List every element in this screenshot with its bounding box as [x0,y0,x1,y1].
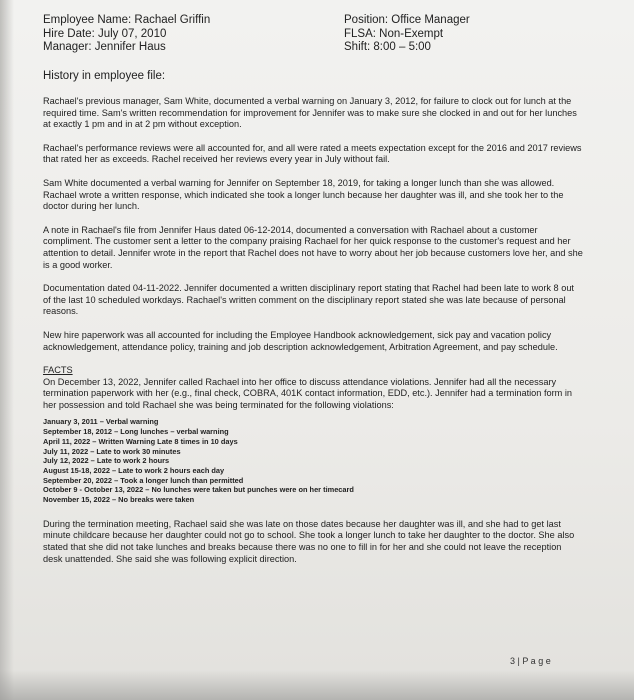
violations-list [43,417,583,504]
history-paragraph: Sam White documented a verbal warning for Jennifer on September 18, 2019, for taking a longer lunch than she was allowed. Rachael wrote a written response, which indicated she took a longer lunch because her daughter was ill, and she took her to the doctor during her lunch. [43,177,564,212]
history-paragraph: Rachael's previous manager, Sam White, documented a verbal warning on January 3, 2012, for failure to clock out for lunch at the required time. Sam's written recommendation for improvement for Jennifer was to make sure she clocked in and out for her lunches at exactly 1 pm and in at 2 pm without exception. [43,96,577,130]
history-paragraph: Documentation dated 04-11-2022. Jennifer documented a written disciplinary report stating that Rachel had been late to work 8 out of the last 10 scheduled workdays. Rachael's written comment on the disciplinary report stated she was late because of personal reasons. [43,283,574,317]
history-paragraph: New hire paperwork was all accounted for including the Employee Handbook acknowledgement, sick pay and vacation policy acknowledgement, attendance policy, training and job description acknowledgement, Arbitration Agreement, and pay schedule. [43,329,558,352]
violation-item: July 11, 2022 – Late to work 30 minutes [43,446,181,456]
facts-paragraph: On December 13, 2022, Jennifer called Rachael into her office to discuss attendance violations. Jennifer had all the necessary termination paperwork with her (e.g., final check, COBRA, 401K contact information, EDD, etc.). Jennifer had a termination form in her possession and told Rachael she was being terminated for the following violations: [43,376,573,410]
facts-heading: FACTS [43,365,73,376]
document-content [43,14,583,577]
violation-item: November 15, 2022 – No breaks were taken [43,495,195,505]
history-paragraph: A note in Rachael's file from Jennifer Haus dated 06-12-2014, documented a conversation with Rachael about a customer compliment. The customer sent a letter to the company praising Rachael for her quick response to the customer's request and her attention to detail. Jennifer wrote in the report that Rachel does not have to worry about her job because customers love her, and she is a good worker. [43,224,583,270]
page-number: 3 | P a g e [510,656,551,666]
manager-name: Manager: Jennifer Haus [43,41,166,53]
violation-item: August 15-18, 2022 – Late to work 2 hours each day [43,465,225,475]
violation-item: September 18, 2012 – Long lunches – verbal warning [43,427,229,437]
history-heading: History in employee file: [43,70,166,82]
termination-meeting-paragraph: During the termination meeting, Rachael said she was late on those dates because her daughter was ill, and she had to get last minute childcare because her daughter could not go to school. She took a longer lunch to take her daughter to the doctor. She also stated that she did not take lunches and breaks because there was no one to fill in for her and she could not leave the reception desk unattended. She said she was following explicit direction. [43,518,575,564]
flsa-status: FLSA: Non-Exempt [344,27,444,40]
violation-item: January 3, 2011 – Verbal warning [43,417,159,427]
page-bottom-shadow [0,670,634,700]
header-right-column [344,14,470,55]
position: Position: Office Manager [344,14,470,26]
violation-item: September 20, 2022 – Took a longer lunch than permitted [43,475,244,485]
employee-name: Employee Name: Rachael Griffin [43,14,211,26]
hire-date: Hire Date: July 07, 2010 [43,27,167,40]
history-paragraph: Rachael's performance reviews were all accounted for, and all were rated a meets expectation except for the 2016 and 2017 reviews that rated her as exceeds. Rachel received her reviews every year in July without fail. [43,142,582,165]
page-edge-shadow [0,0,14,700]
employee-header [43,14,583,64]
violation-item: October 9 - October 13, 2022 – No lunches were taken but punches were on her timecard [43,485,354,495]
violation-item: April 11, 2022 – Written Warning Late 8 times in 10 days [43,436,238,446]
header-left-column [43,14,210,55]
shift: Shift: 8:00 – 5:00 [344,41,431,53]
violation-item: July 12, 2022 – Late to work 2 hours [43,456,170,466]
